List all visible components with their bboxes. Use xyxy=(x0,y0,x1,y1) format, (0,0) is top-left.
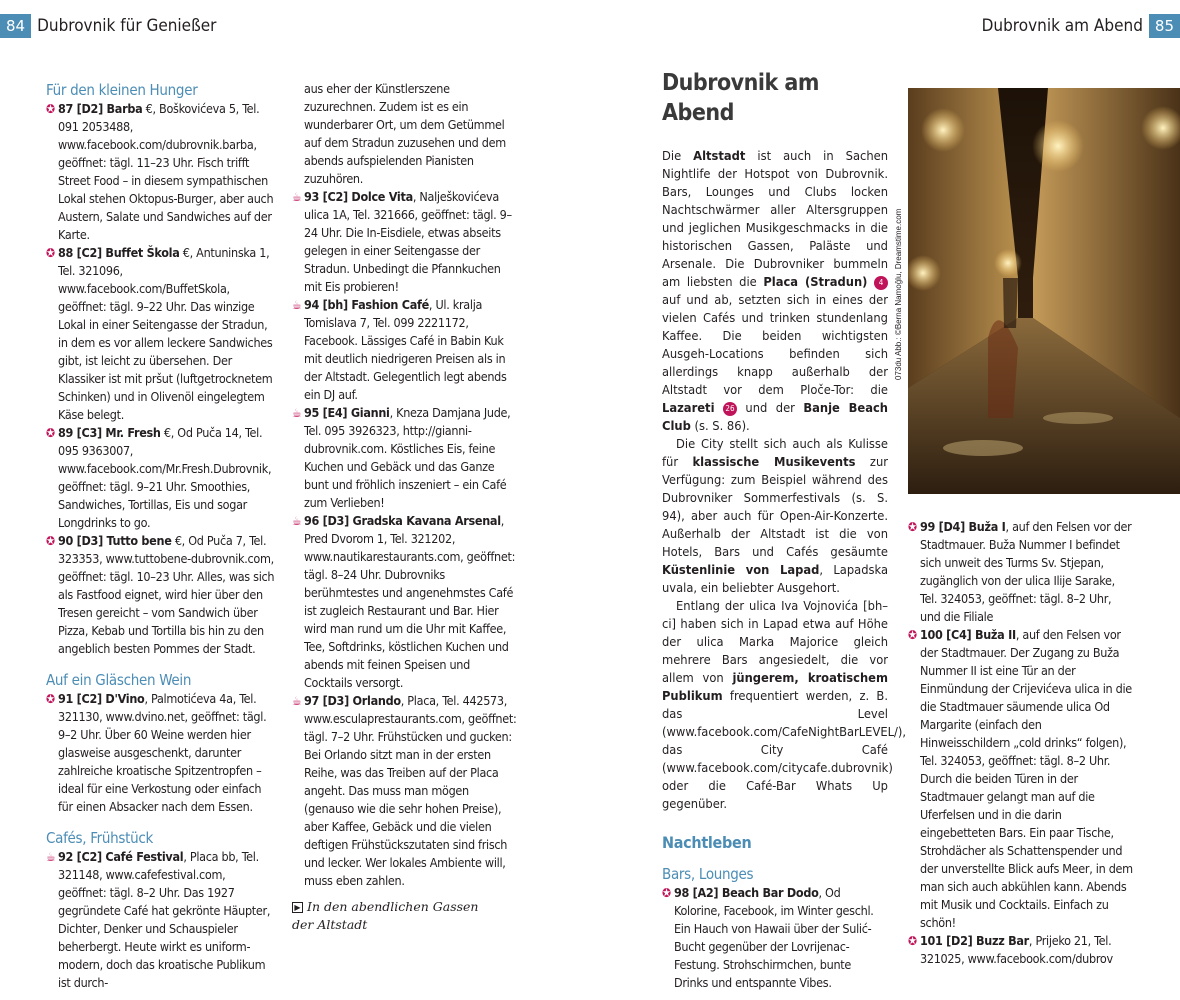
cafe-marker-icon: ☕ xyxy=(292,514,302,528)
left-page-number: 84 xyxy=(0,14,31,38)
bar-marker-icon: ✪ xyxy=(46,692,55,706)
restaurant-marker-icon: ✪ xyxy=(46,102,55,116)
listing-entry: ☕ 93 [C2] Dolce Vita, Nalješkovićeva ulica 1A, Tel. 321666, geöffnet: tägl. 9–24 Uhr. Die In-Eisdiele, etwas abseits gelegen in einer Seitengasse der Stradun. Unbedingt die Pfannkuchen mit Eis probieren! xyxy=(292,189,512,294)
listing-entry: ✪ 90 [D3] Tutto bene €, Od Puča 7, Tel. 323353, www.tuttobene-dubrovnik.com, geöffnet: tägl. 10–23 Uhr. Alles, was sich als Fastfood eignet, wird hier über den Tresen gereicht – vom Sandwich über Pizza, Kebab und Tortilla bis hin zu den angeblich besten Pommes der Stadt. xyxy=(46,533,275,656)
cafe-marker-icon: ☕ xyxy=(292,694,302,708)
night-alley-photo xyxy=(908,88,1180,494)
section-heading-nightlife: Nachtleben xyxy=(662,833,752,852)
listing-entry: ✪ 88 [C2] Buffet Škola €, Antuninska 1, Tel. 321096, www.facebook.com/BuffetSkola, geöffnet: tägl. 9–22 Uhr. Das winzige Lokal in einer Seitengasse der Stradun, in dem es vor allem leckere Sandwiches gibt, ist leicht zu übersehen. Der Klassiker ist mit pršut (luftgetrocknetem Schinken) und in Olivenöl eingelegtem Käse belegt. xyxy=(46,245,273,422)
bar-marker-icon: ✪ xyxy=(662,886,671,900)
listing-entry: ☕ 95 [E4] Gianni, Kneza Damjana Jude, Tel. 095 3926323, http://gianni-dubrovnik.com. Köstliches Eis, feine Kuchen und Gebäck und das Ganze bunt und fröhlich inszeniert – ein Café zum Verlieben! xyxy=(292,405,511,510)
right-column-2 xyxy=(908,518,1134,968)
section-heading-small-hunger: Für den kleinen Hunger xyxy=(46,81,198,99)
listing-continuation: aus eher der Künstlerszene zuzurechnen. Zudem ist es ein wunderbarer Ort, um dem Getümmel auf dem Stradun zuzusehen und dem abends aufspielenden Pianisten zuzuhören. xyxy=(304,81,506,186)
listing-entry: ✪ 100 [C4] Buža II, auf den Felsen vor der Stadtmauer. Der Zugang zu Buža Nummer II ist eine Tür an der Einmündung der Crijevićeva ulica in die die Stadtmauer säumende ulica Od Margarite (einfach den Hinweisschildern „cold drinks“ folgen), Tel. 324053, geöffnet: tägl. 8–2 Uhr. Durch die beiden Türen in der Stadtmauer gelangt man auf die Uferfelsen und in die darin eingebetteten Bars. Ein paar Tische, Strohdächer als Schattenspender und der unverstellte Blick aufs Meer, in dem man sich auch abkühlen kann. Abends mit Musik und Cocktails. Einfach zu schön! xyxy=(908,627,1133,930)
map-reference-badge: 26 xyxy=(723,402,737,416)
map-reference-badge: 4 xyxy=(874,276,888,290)
listing-entry: ✪ 101 [D2] Buzz Bar, Prijeko 21, Tel. 321025, www.facebook.com/dubrov xyxy=(908,933,1113,966)
listing-entry: ✪ 89 [C3] Mr. Fresh €, Od Puča 14, Tel. 095 9363007, www.facebook.com/Mr.Fresh.Dubrovnik, geöffnet: tägl. 9–21 Uhr. Smoothies, Sandwiches, Tortillas, Eis und sogar Longdrinks to go. xyxy=(46,425,272,530)
photo-credit: 073du Abb.: ©Berna Namoğlu, Dreamstime.com xyxy=(894,208,903,380)
body-paragraph: Entlang der ulica Iva Vojnovića [bh–ci] haben sich in Lapad etwa auf Höhe der ulica Marka Majorice gleich mehrere Bars angesiedelt, die vor allem von jüngerem, kroatischem Publikum frequentiert werden, z. B. das Level (www.facebook.com/CafeNightBarLEVEL/), das City Café (www.facebook.com/citycafe.dubrovnik) oder die Café-Bar Whats Up gegenüber. xyxy=(662,599,907,812)
right-page-header xyxy=(976,14,1180,38)
listing-entry: ✪ 98 [A2] Beach Bar Dodo, Od Kolorine, Facebook, im Winter geschl. Ein Hauch von Hawaii über der Sulić-Bucht gegenüber der Lovrijenac-Festung. Strohschirmchen, bunte Drinks und entspannte Vibes. xyxy=(662,885,874,990)
right-running-title: Dubrovnik am Abend xyxy=(981,16,1143,36)
listing-entry: ☕ 92 [C2] Café Festival, Placa bb, Tel. 321148, www.cafefestival.com, geöffnet: tägl. 8–2 Uhr. Das 1927 gegründete Café hat gekrönte Häupter, Dichter, Denker und Schauspieler beherbergt. Heute wirkt es uniform-modern, doch das kroatische Publikum ist durch- xyxy=(46,849,271,990)
section-heading-wine: Auf ein Gläschen Wein xyxy=(46,671,192,689)
restaurant-marker-icon: ✪ xyxy=(46,426,55,440)
night-alley-illustration xyxy=(908,88,1180,494)
body-paragraph: Die City stellt sich auch als Kulisse für klassische Musikevents zur Verfügung: zum Beispiel während des Dubrovniker Sommerfestivals (s. S. 94), aber auch für Open-Air-Konzerte. Außerhalb der Altstadt ist die von Hotels, Bars und Cafés gesäumte Küstenlinie von Lapad, Lapadska uvala, ein beliebter Ausgehort. xyxy=(662,437,888,596)
listing-entry: ✪ 91 [C2] D'Vino, Palmotićeva 4a, Tel. 321130, www.dvino.net, geöffnet: tägl. 9–2 Uhr. Über 60 Weine werden hier glasweise ausgeschenkt, darunter zahlreiche kroatische Spitzentropfen – ideal für eine Verkostung oder einfach für einen Absacker nach dem Essen. xyxy=(46,691,267,814)
cafe-marker-icon: ☕ xyxy=(292,298,302,312)
bar-marker-icon: ✪ xyxy=(908,520,917,534)
caption-arrow-icon: ▶ xyxy=(292,902,303,913)
listing-entry: ☕ 97 [D3] Orlando, Placa, Tel. 442573, www.esculaprestaurants.com, geöffnet: tägl. 7–2 Uhr. Frühstücken und gucken: Bei Orlando sitzt man in der ersten Reihe, was das Treiben auf der Placa angeht. Das muss man mögen (genauso wie die sehr hohen Preise), aber Kaffee, Gebäck und die vielen deftigen Frühstückszutaten sind frisch und lecker. Wer lokales Ambiente will, muss eben zahlen. xyxy=(292,693,517,888)
cafe-marker-icon: ☕ xyxy=(292,406,302,420)
right-page-number: 85 xyxy=(1149,14,1180,38)
listing-entry: ✪ 99 [D4] Buža I, auf den Felsen vor der Stadtmauer. Buža Nummer I befindet sich unweit des Turms Sv. Stjepan, zugänglich von der ulica Ilije Sarake, Tel. 324053, geöffnet: tägl. 8–2 Uhr, und die Filiale xyxy=(908,519,1132,624)
cafe-marker-icon: ☕ xyxy=(46,850,56,864)
left-column-1 xyxy=(46,80,276,992)
restaurant-marker-icon: ✪ xyxy=(46,246,55,260)
subsection-heading-bars: Bars, Lounges xyxy=(662,865,754,883)
cafe-marker-icon: ☕ xyxy=(292,190,302,204)
left-column-2 xyxy=(292,80,518,890)
bar-marker-icon: ✪ xyxy=(908,628,917,642)
listing-entry: ☕ 94 [bh] Fashion Café, Ul. kralja Tomislava 7, Tel. 099 2221172, Facebook. Lässiges Café in Babin Kuk mit deutlich niedrigeren Preisen als in der Altstadt. Gelegentlich legt abends ein DJ auf. xyxy=(292,297,507,402)
intro-paragraph: Die Altstadt ist auch in Sachen Nightlife der Hotspot von Dubrovnik. Bars, Lounges und Clubs locken Nachtschwärmer aller Altersgruppen und jeglichen Musikgeschmacks in die historischen Gassen, Paläste und Arsenale. Die Dubrovniker bummeln am liebsten die Placa (Stradun) 4 auf und ab, setzten sich in eines der vielen Cafés und trinken stundenlang Kaffee. Die beiden wichtigsten Ausgeh-Locations befinden sich allerdings knapp außerhalb der Altstadt vor dem Ploče-Tor: die Lazareti 26 und der Banje Beach Club (s. S. 86). xyxy=(662,149,889,434)
restaurant-marker-icon: ✪ xyxy=(46,534,55,548)
chapter-title: Dubrovnik am Abend xyxy=(662,70,819,126)
listing-entry: ✪ 87 [D2] Barba €, Boškovićeva 5, Tel. 091 2053488, www.facebook.com/dubrovnik.barba, geöffnet: tägl. 11–23 Uhr. Fisch trifft Street Food – in diesem sympathischen Lokal stehen Oktopus-Burger, aber auch Austern, Salate und Sandwiches auf der Karte. xyxy=(46,101,274,242)
section-heading-cafes: Cafés, Frühstück xyxy=(46,829,153,847)
listing-entry: ☕ 96 [D3] Gradska Kavana Arsenal, Pred Dvorom 1, Tel. 321202, www.nautikarestaurants.com, geöffnet: tägl. 8–24 Uhr. Dubrovniks berühmtestes und angenehmstes Café ist zugleich Restaurant und Bar. Hier wird man rund um die Uhr mit Kaffee, Tee, Softdrinks, köstlichen Kuchen und abends mit feinen Speisen und Cocktails versorgt. xyxy=(292,513,516,690)
left-page-header xyxy=(0,14,222,38)
bar-marker-icon: ✪ xyxy=(908,934,917,948)
left-running-title: Dubrovnik für Genießer xyxy=(37,16,217,36)
photo-caption: ▶ In den abendlichen Gassen der Altstadt xyxy=(292,899,479,932)
